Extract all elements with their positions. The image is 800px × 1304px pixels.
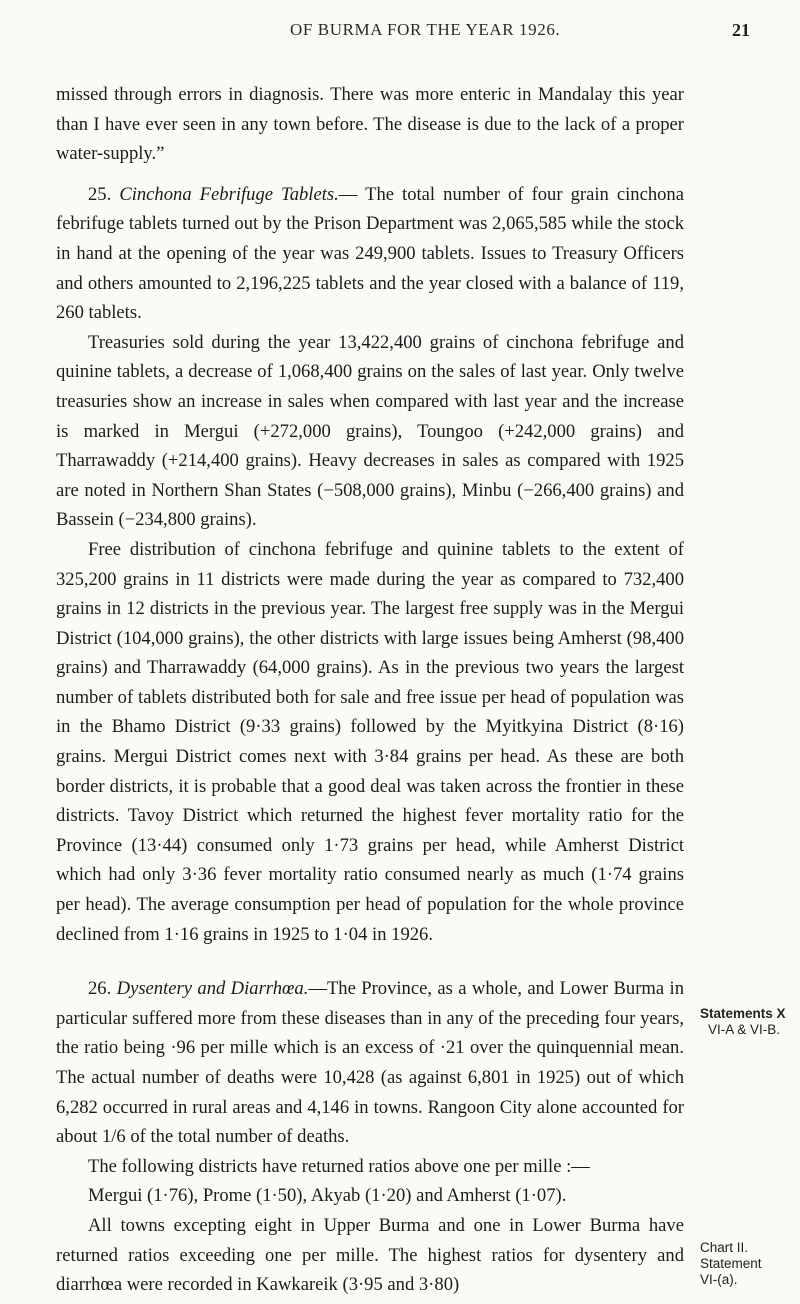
page-header <box>0 20 800 50</box>
section-25-number: 25. <box>88 183 112 205</box>
section-26-number: 26. <box>88 978 112 1000</box>
margin-note-line: VI-(a). <box>700 1272 738 1287</box>
margin-note-statements <box>700 1006 800 1038</box>
page-number: 21 <box>732 20 750 40</box>
section-26-text: —The Province, as a whole, and Lower Burma in particular suffered more from these diseases than in any of the preceding four years, the ratio being ·96 per mille which is an excess of ·21 over the quinquennial mean. The actual number of deaths were 10,428 (as against 6,801 in 1925) out of which 6,282 occurred in rural areas and 4,146 in towns. Rangoon City alone accounted for about 1/6 of the total number of deaths. <box>56 978 684 1148</box>
section-25-heading: Cinchona Febrifuge Tablets. <box>119 183 339 205</box>
districts-list-paragraph: Mergui (1·76), Prome (1·50), Akyab (1·20) and Amherst (1·07). <box>88 1185 567 1207</box>
margin-note-line: VI-A & VI-B. <box>708 1022 781 1037</box>
paragraph-continuation: missed through errors in diagnosis. There was more enteric in Mandalay this year than I have ever seen in any town before. The disease is due to the lack of a proper water-supply.” <box>56 84 684 165</box>
treasuries-sales-paragraph: Treasuries sold during the year 13,422,400 grains of cinchona febrifuge and quinine tablets, a decrease of 1,068,400 grains on the sales of last year. Only twelve treasuries show an increase in sales when compared with last year and the increase is marked in Mergui (+272,000 grains), Toungoo (+242,000 grains) and Tharrawaddy (+214,400 grains). Heavy decreases in sales as compared with 1925 are noted in Northern Shan States (−508,000 grains), Minbu (−266,400 grains) and Bassein (−234,800 grains). <box>56 331 684 531</box>
margin-note-line: Statement <box>700 1256 762 1271</box>
free-distribution-paragraph: Free distribution of cinchona febrifuge and quinine tablets to the extent of 325,200 grains in 11 districts were made during the year as compared to 732,400 grains in 12 districts in the previous year. The largest free supply was in the Mergui District (104,000 grains), the other districts with large issues being Amherst (98,400 grains) and Tharrawaddy (64,000 grains). As in the previous two years the largest number of tablets distributed both for sale and free issue per head of population was in the Bhamo District (9·33 grains) followed by the Myitkyina District (8·16) grains. Mergui District comes next with 3·84 grains per head. As these are both border districts, it is probable that a good deal was taken across the frontier in these districts. Tavoy District which returned the highest fever mortality ratio for the Province (13·44) consumed only 1·73 grains per head, while Amherst District which had only 3·36 fever mortality ratio consumed nearly as much (1·74 grains per head). The average consumption per head of population for the whole province declined from 1·16 grains in 1925 to 1·04 in 1926. <box>56 538 684 945</box>
towns-ratios-paragraph: All towns excepting eight in Upper Burma and one in Lower Burma have returned ratios exceeding one per mille. The highest ratios for dysentery and diarrhœa were recorded in Kawkareik (3·95 and 3·80) <box>56 1214 684 1296</box>
margin-note-line: Chart II. <box>700 1240 749 1255</box>
margin-note-line: Statements X <box>700 1006 786 1021</box>
margin-note-chart <box>700 1240 800 1288</box>
section-25-paragraph <box>56 180 684 328</box>
page-body <box>56 80 684 1300</box>
section-26-paragraph <box>56 974 684 1152</box>
section-26-heading: Dysentery and Diarrhœa. <box>116 978 309 1000</box>
section-25-text: — The total number of four grain cinchona febrifuge tablets turned out by the Prison Department was 2,065,585 while the stock in hand at the opening of the year was 249,900 tablets. Issues to Treasury Officers and others amounted to 2,196,225 tablets and the year closed with a balance of 119, 260 tablets. <box>56 183 684 324</box>
running-head: OF BURMA FOR THE YEAR 1926. <box>290 20 561 39</box>
districts-intro-paragraph: The following districts have returned ratios above one per mille :— <box>88 1155 590 1177</box>
